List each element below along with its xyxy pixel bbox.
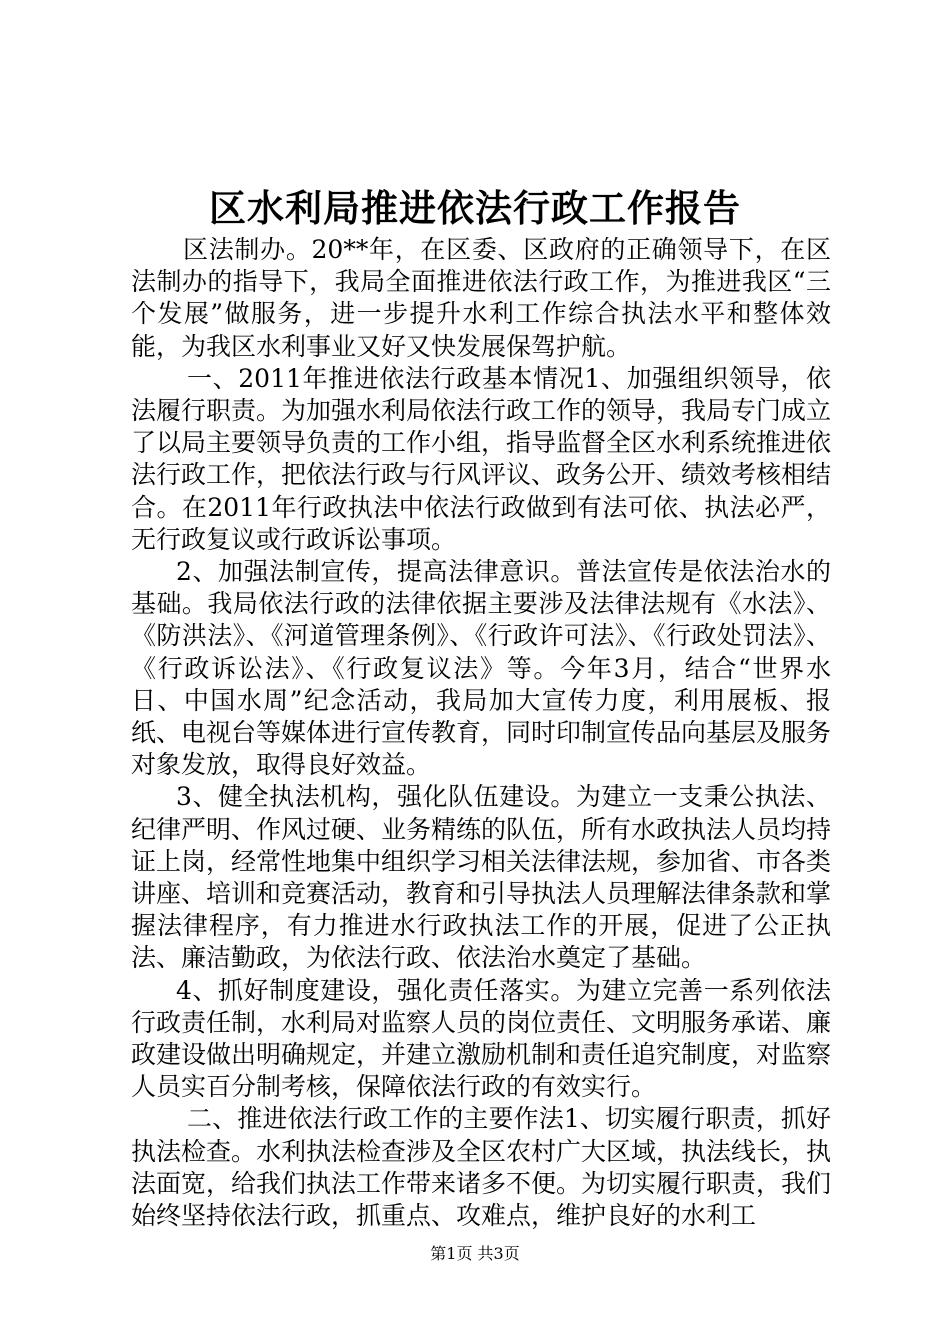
paragraph-intro: 区法制办。20**年，在区委、区政府的正确领导下，在区法制办的指导下，我局全面推进依法行政工作，为推进我区“三个发展”做服务，进一步提升水利工作综合执法水平和整体效能，为我区水利事业又好又快发展保驾护航。 bbox=[131, 235, 831, 361]
paragraph-section-two: 二、推进依法行政工作的主要作法1、切实履行职责，抓好执法检查。水利执法检查涉及全区农村广大区域，执法线长，执法面宽，给我们执法工作带来诸多不便。为切实履行职责，我们始终坚持依法行政，抓重点、攻难点，维护良好的水利工 bbox=[131, 1104, 832, 1231]
paragraph-section-one: 一、2011年推进依法行政基本情况1、加强组织领导，依法履行职责。为加强水利局依法行政工作的领导，我局专门成立了以局主要领导负责的工作小组，指导监督全区水利系统推进依法行政工作，把依法行政与行风评议、政务公开、绩效考核相结合。在2011年行政执法中依法行政做到有法可依、执法必严，无行政复议或行政诉讼事项。 bbox=[131, 363, 832, 554]
document-title: 区水利局推进依法行政工作报告 bbox=[209, 186, 741, 230]
paragraph-item-two: 2、加强法制宣传，提高法律意识。普法宣传是依法治水的基础。我局依法行政的法律依据主要涉及法律法规有《水法》、《防洪法》、《河道管理条例》、《行政许可法》、《行政处罚法》、《行政诉讼法》、《行政复议法》等。今年3月，结合“世界水日、中国水周”纪念活动，我局加大宣传力度，利用展板、报纸、电视台等媒体进行宣传教育，同时印制宣传品向基层及服务对象发放，取得良好效益。 bbox=[131, 557, 832, 780]
document-body bbox=[131, 234, 831, 1232]
page-number-footer: 第1页 共3页 bbox=[430, 1244, 520, 1263]
paragraph-item-three: 3、健全执法机构，强化队伍建设。为建立一支秉公执法、纪律严明、作风过硬、业务精练的队伍，所有水政执法人员均持证上岗，经常性地集中组织学习相关法律法规，参加省、市各类讲座、培训和竞赛活动，教育和引导执法人员理解法律条款和掌握法律程序，有力推进水行政执法工作的开展，促进了公正执法、廉洁勤政，为依法行政、依法治水奠定了基础。 bbox=[131, 782, 832, 973]
paragraph-item-four: 4、抓好制度建设，强化责任落实。为建立完善一系列依法行政责任制，水利局对监察人员的岗位责任、文明服务承诺、廉政建设做出明确规定，并建立激励机制和责任追究制度，对监察人员实百分制考核，保障依法行政的有效实行。 bbox=[131, 975, 832, 1102]
